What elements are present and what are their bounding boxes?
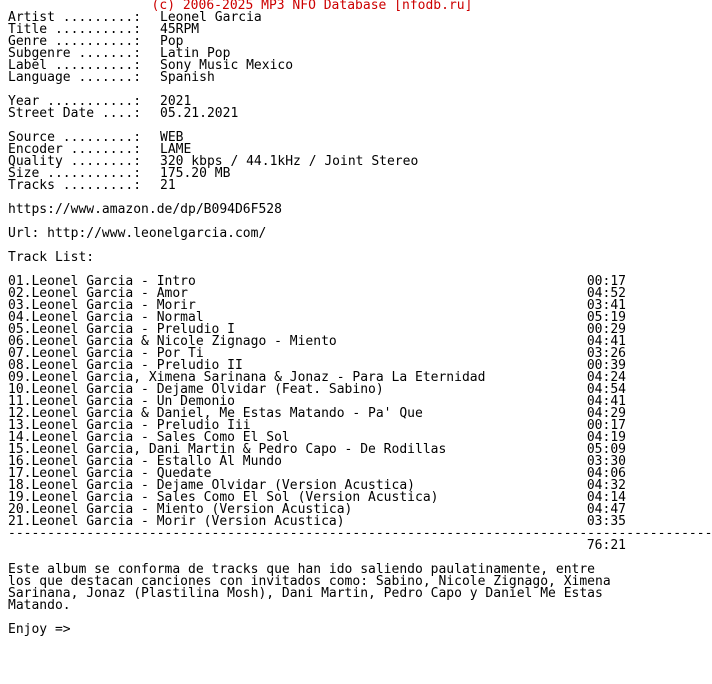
field-value: 05.21.2021 [160, 106, 239, 121]
track-title: 13.Leonel Garcia - Preludio Iii [8, 418, 251, 433]
track-title: 01.Leonel Garcia - Intro [8, 274, 196, 289]
field-value: 320 kbps / 44.1kHz / Joint Stereo [160, 154, 419, 169]
field-key: Quality ........: [8, 154, 142, 169]
track-title: 18.Leonel Garcia - Dejame Olvidar (Version Acustica) [8, 478, 415, 493]
field-value: Latin Pop [160, 46, 231, 61]
field-value: WEB [160, 130, 184, 145]
website-url: Url: http://www.leonelgarcia.com/ [8, 226, 267, 241]
track-title: 03.Leonel Garcia - Morir [8, 298, 196, 313]
field-key: Street Date ....: [8, 106, 142, 121]
track-duration: 03:41 [586, 298, 626, 313]
track-title: 12.Leonel Garcia & Daniel, Me Estas Matando - Pa' Que [8, 406, 423, 421]
track-duration: 03:35 [586, 514, 626, 529]
field-language [8, 72, 698, 84]
track-duration: 00:39 [586, 358, 626, 373]
track-duration: 04:47 [586, 502, 626, 517]
field-key: Subgenre .......: [8, 46, 142, 61]
total-time: 76:21 [586, 538, 626, 553]
field-key: Tracks .........: [8, 178, 142, 193]
track-duration: 04:54 [586, 382, 626, 397]
field-key: Artist .........: [8, 10, 142, 25]
description-line: Este album se conforma de tracks que han ido saliendo paulatinamente, entre [8, 562, 595, 577]
track-duration: 03:30 [586, 454, 626, 469]
field-value: 175.20 MB [160, 166, 231, 181]
field-key: Language .......: [8, 70, 142, 85]
field-value: 2021 [160, 94, 192, 109]
track-duration: 00:29 [586, 322, 626, 337]
track-title: 10.Leonel Garcia - Dejame Olvidar (Feat. Sabino) [8, 382, 384, 397]
track-duration: 00:17 [586, 274, 626, 289]
field-value: 45RPM [160, 22, 200, 37]
track-duration: 04:19 [586, 430, 626, 445]
track-title: 02.Leonel Garcia - Amor [8, 286, 189, 301]
field-tracks [8, 180, 698, 192]
field-value: Sony Music Mexico [160, 58, 294, 73]
field-value: Leonel Garcia [160, 10, 262, 25]
track-title: 06.Leonel Garcia & Nicole Zignago - Miento [8, 334, 337, 349]
track-title: 11.Leonel Garcia - Un Demonio [8, 394, 235, 409]
track-title: 17.Leonel Garcia - Quedate [8, 466, 212, 481]
divider-rule: ------------------------------------------------------------------------------------------ [8, 526, 712, 541]
amazon-url: https://www.amazon.de/dp/B094D6F528 [8, 202, 282, 217]
field-key: Source .........: [8, 130, 142, 145]
track-title: 04.Leonel Garcia - Normal [8, 310, 204, 325]
field-key: Encoder ........: [8, 142, 142, 157]
spacer [8, 612, 698, 624]
track-duration: 04:29 [586, 406, 626, 421]
track-duration: 04:32 [586, 478, 626, 493]
nfo-header: (c) 2006-2025 MP3 NFO Database [nfodb.ru] [151, 0, 473, 13]
field-value: 21 [160, 178, 176, 193]
track-list-heading: Track List: [8, 250, 95, 265]
track-title: 20.Leonel Garcia - Miento (Version Acustica) [8, 502, 353, 517]
field-key: Size ...........: [8, 166, 142, 181]
field-street-date [8, 108, 698, 120]
field-key: Label ..........: [8, 58, 142, 73]
description-line: Matando. [8, 598, 71, 613]
track-duration: 05:19 [586, 310, 626, 325]
track-title: 07.Leonel Garcia - Por Ti [8, 346, 204, 361]
field-value: Pop [160, 34, 184, 49]
track-duration: 04:52 [586, 286, 626, 301]
description-line: Sarinana, Jonaz (Plastilina Mosh), Dani Martin, Pedro Capo y Daniel Me Estas [8, 586, 603, 601]
track-duration: 04:41 [586, 334, 626, 349]
enjoy-line: Enjoy => [8, 622, 71, 637]
spacer [8, 240, 698, 252]
track-title: 19.Leonel Garcia - Sales Como El Sol (Version Acustica) [8, 490, 439, 505]
release-info-block [8, 12, 698, 84]
nfo-document [8, 0, 712, 637]
field-value: LAME [160, 142, 192, 157]
description-line: los que destacan canciones con invitados como: Sabino, Nicole Zignago, Ximena [8, 574, 611, 589]
track-duration: 03:26 [586, 346, 626, 361]
track-title: 15.Leonel Garcia, Dani Martin & Pedro Capo - De Rodillas [8, 442, 447, 457]
track-title: 14.Leonel Garcia - Sales Como El Sol [8, 430, 290, 445]
field-key: Year ...........: [8, 94, 142, 109]
track-duration: 04:24 [586, 370, 626, 385]
track-duration: 04:14 [586, 490, 626, 505]
description [8, 564, 698, 612]
date-info-block [8, 96, 698, 120]
track-title: 09.Leonel Garcia, Ximena Sarinana & Jonaz - Para La Eternidad [8, 370, 486, 385]
track-duration: 05:09 [586, 442, 626, 457]
track-list [8, 276, 698, 528]
track-title: 05.Leonel Garcia - Preludio I [8, 322, 235, 337]
track-duration: 04:41 [586, 394, 626, 409]
track-title: 16.Leonel Garcia - Estallo Al Mundo [8, 454, 282, 469]
track-title: 08.Leonel Garcia - Preludio II [8, 358, 243, 373]
track-duration: 00:17 [586, 418, 626, 433]
field-key: Genre ..........: [8, 34, 142, 49]
field-key: Title ..........: [8, 22, 142, 37]
field-value: Spanish [160, 70, 215, 85]
encoding-info-block [8, 132, 698, 192]
track-duration: 04:06 [586, 466, 626, 481]
track-title: 21.Leonel Garcia - Morir (Version Acustica) [8, 514, 345, 529]
